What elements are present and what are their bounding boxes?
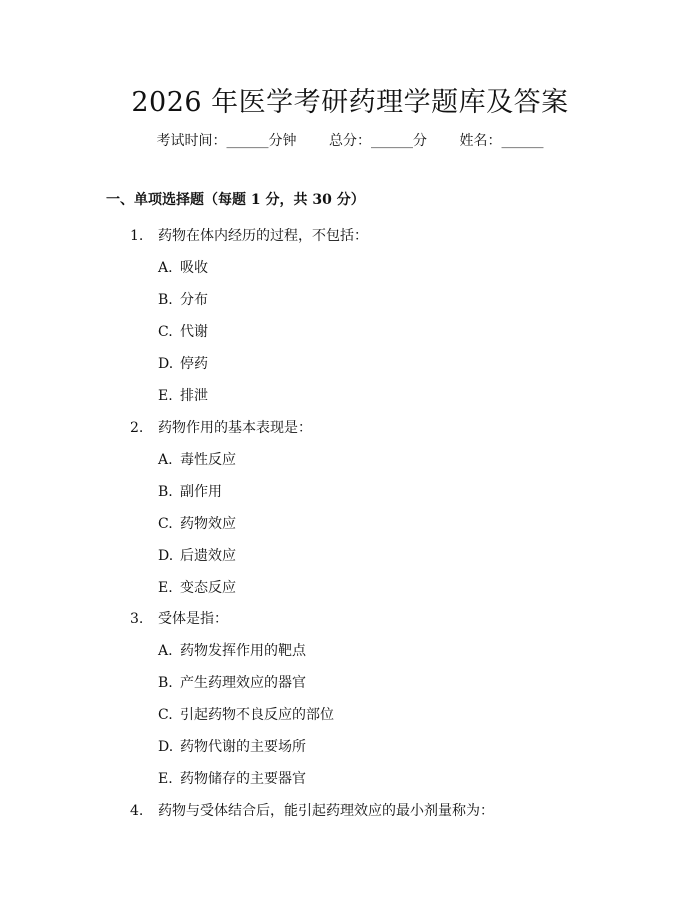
time-label: 考试时间： — [156, 133, 227, 149]
score-unit: 分 — [413, 133, 427, 149]
option-label: D. — [158, 356, 174, 372]
option-label: A. — [158, 452, 173, 468]
option — [158, 481, 222, 501]
option — [158, 704, 334, 724]
time-blank: ______ — [226, 133, 269, 149]
option-label: D. — [158, 739, 174, 755]
score-label: 总分： — [329, 133, 371, 149]
option-label: C. — [158, 707, 173, 723]
option-label: C. — [158, 324, 173, 340]
option-text: 毒性反应 — [180, 452, 236, 468]
option-label: B. — [158, 292, 173, 308]
option-text: 停药 — [180, 356, 208, 372]
exam-time — [157, 130, 297, 150]
option-text: 引起药物不良反应的部位 — [180, 707, 334, 723]
option-text: 药物效应 — [180, 516, 236, 532]
question-number: 1. — [130, 228, 144, 244]
option — [158, 449, 236, 469]
total-score — [329, 130, 427, 150]
option-text: 排泄 — [180, 388, 208, 404]
option-text: 吸收 — [180, 260, 208, 276]
name-blank: ______ — [501, 133, 544, 149]
question-number: 3. — [130, 611, 144, 627]
question-2 — [130, 417, 312, 437]
time-unit: 分钟 — [268, 133, 297, 149]
question-text: 药物在体内经历的过程，不包括： — [158, 228, 368, 244]
option-label: B. — [158, 484, 173, 500]
question-3 — [130, 608, 228, 628]
score-blank: ______ — [371, 133, 413, 149]
name-label: 姓名： — [459, 133, 502, 149]
option — [158, 513, 236, 533]
question-1 — [130, 225, 368, 245]
option — [158, 321, 208, 341]
option-label: C. — [158, 516, 173, 532]
option-text: 分布 — [180, 292, 208, 308]
question-text: 受体是指： — [158, 611, 228, 627]
option — [158, 353, 208, 373]
option — [158, 385, 208, 405]
option-label: B. — [158, 675, 173, 691]
option — [158, 545, 236, 565]
document-title: 2026 年医学考研药理学题库及答案 — [131, 87, 569, 118]
option — [158, 736, 306, 756]
option-text: 药物代谢的主要场所 — [180, 739, 306, 755]
question-text: 药物与受体结合后，能引起药理效应的最小剂量称为： — [158, 803, 494, 819]
option-text: 变态反应 — [180, 580, 236, 596]
section-heading: 一、单项选择题（每题 1 分，共 30 分） — [106, 192, 365, 208]
option-text: 代谢 — [180, 324, 208, 340]
option — [158, 672, 306, 692]
option-label: D. — [158, 548, 174, 564]
question-number: 4. — [130, 803, 144, 819]
option-label: E. — [158, 771, 173, 787]
option — [158, 577, 236, 597]
exam-meta-line — [0, 130, 700, 150]
question-4 — [130, 800, 494, 820]
question-text: 药物作用的基本表现是： — [158, 420, 312, 436]
option-label: E. — [158, 388, 173, 404]
option-text: 产生药理效应的器官 — [180, 675, 306, 691]
option-label: E. — [158, 580, 173, 596]
option — [158, 289, 208, 309]
question-number: 2. — [130, 420, 144, 436]
option-text: 药物发挥作用的靶点 — [180, 643, 306, 659]
option-label: A. — [158, 260, 173, 276]
option-text: 后遗效应 — [180, 548, 236, 564]
option-label: A. — [158, 643, 173, 659]
option — [158, 640, 306, 660]
option-text: 副作用 — [180, 484, 222, 500]
option-text: 药物储存的主要器官 — [180, 771, 306, 787]
student-name — [459, 130, 543, 150]
option — [158, 257, 208, 277]
option — [158, 768, 306, 788]
